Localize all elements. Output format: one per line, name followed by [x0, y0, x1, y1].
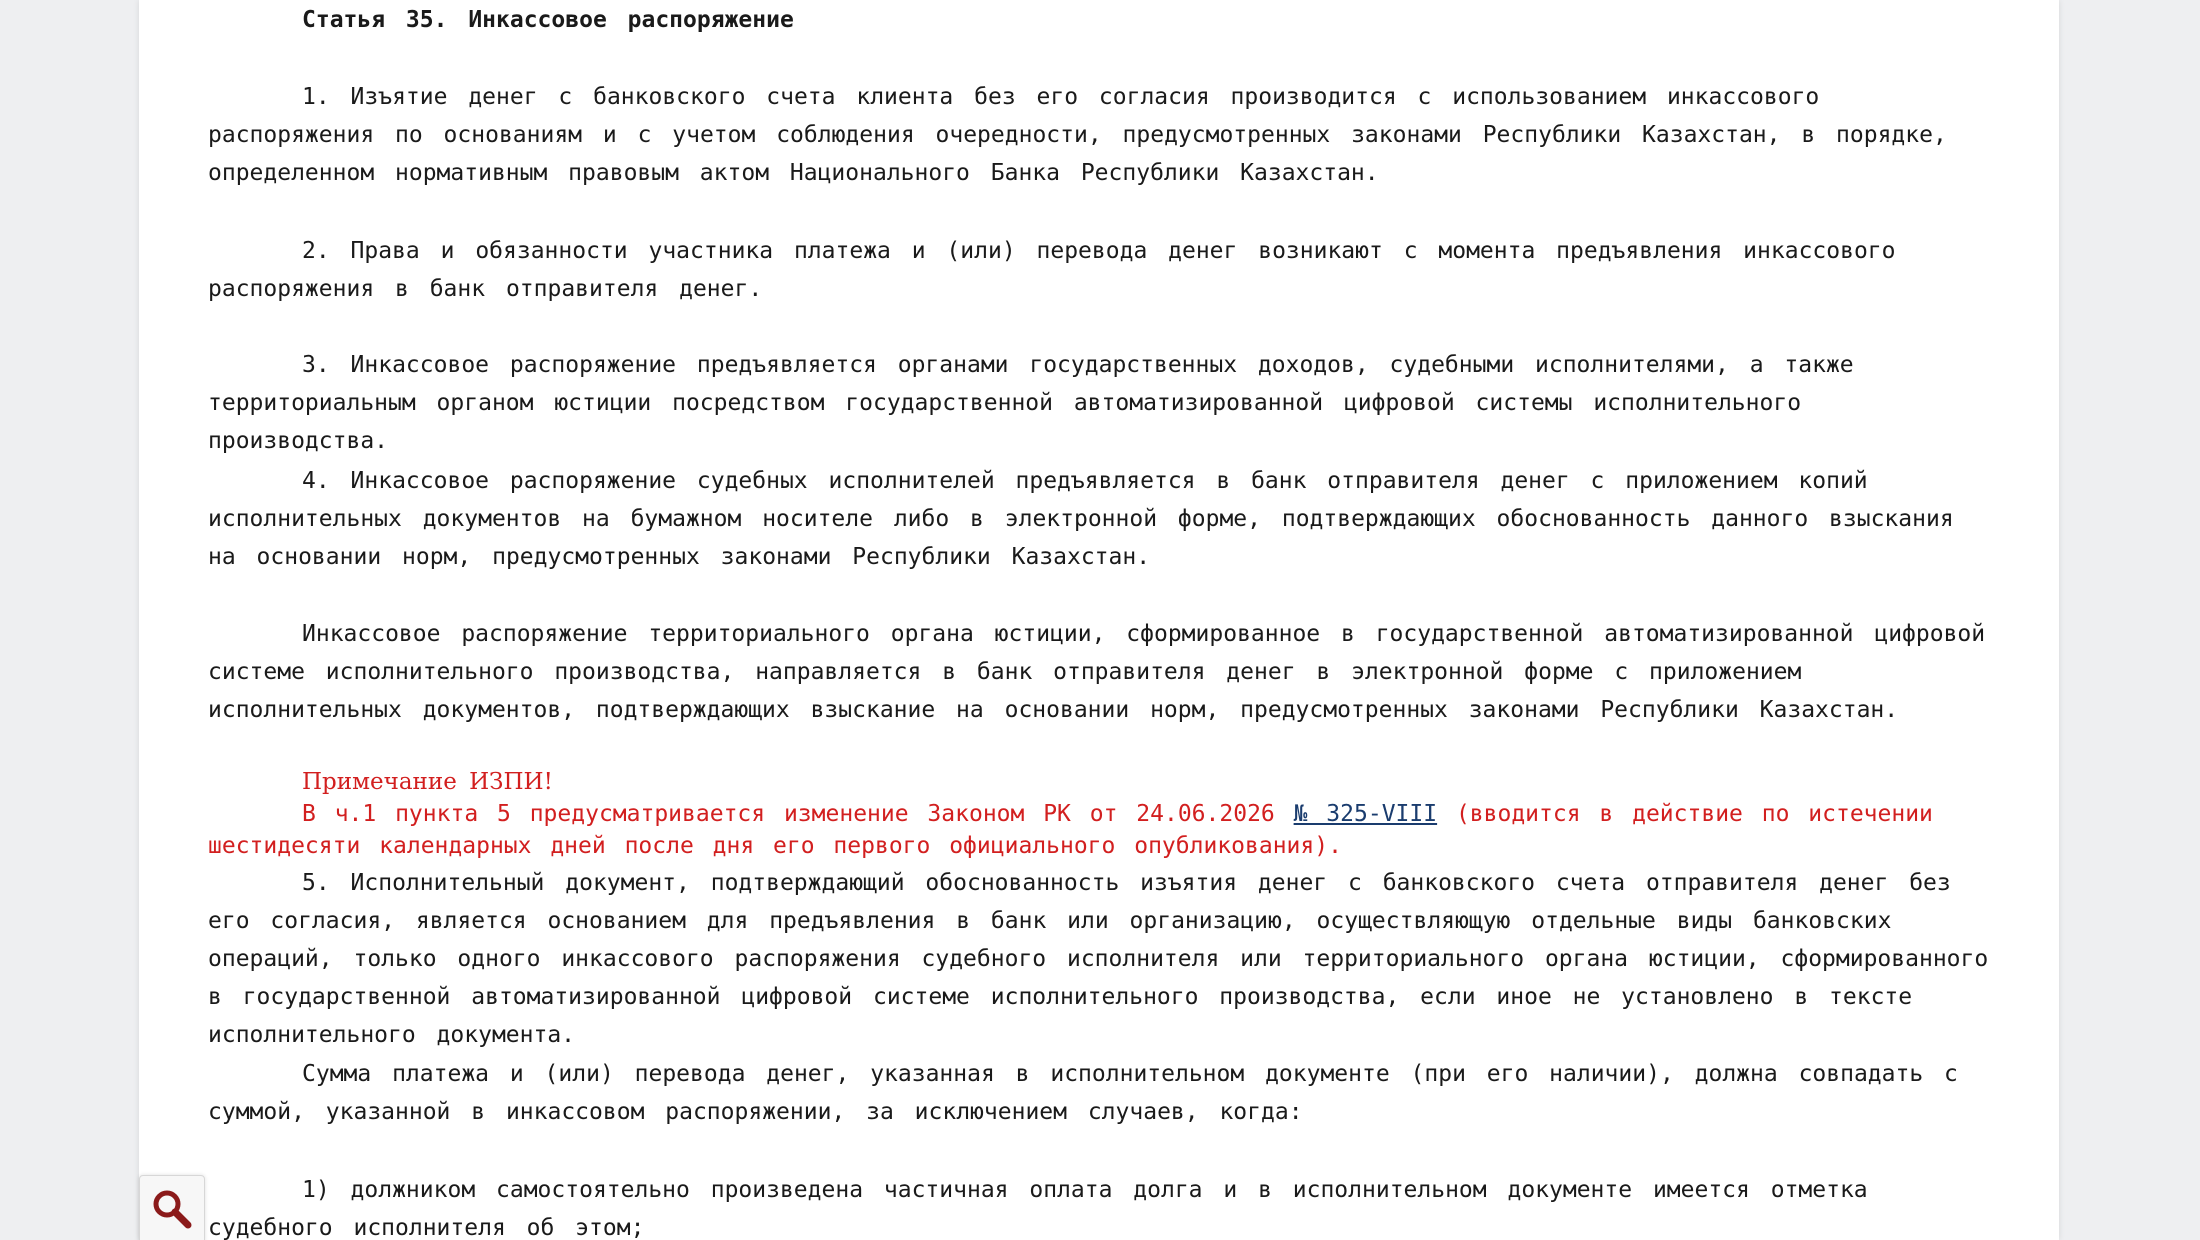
- editor-note: [208, 766, 1998, 862]
- paragraph-5-item-1: 1) должником самостоятельно произведена частичная оплата долга и в исполнительном документе имеется отметка судебного исполнителя об этом;: [208, 1177, 1868, 1240]
- paragraph-1: 1. Изъятие денег с банковского счета клиента без его согласия производится с использованием инкассового распоряжения по основаниям и с учетом соблюдения очередности, предусмотренных законами Республики Казахстан, в порядке, определенном нормативным правовым актом Национального Банка Республики Казахстан.: [208, 84, 1947, 186]
- paragraph-4-continuation: Инкассовое распоряжение территориального органа юстиции, сформированное в государственной автоматизированной цифровой системе исполнительного производства, направляется в банк отправителя денег в электронной форме с приложением исполнительных документов, подтверждающих взыскание на основании норм, предусмотренных законами Республики Казахстан.: [208, 621, 1986, 723]
- paragraph-2: 2. Права и обязанности участника платежа и (или) перевода денег возникают с момента предъявления инкассового распоряжения в банк отправителя денег.: [208, 238, 1896, 302]
- paragraph-5: 5. Исполнительный документ, подтверждающий обоснованность изъятия денег с банковского счета отправителя денег без его согласия, является основанием для предъявления в банк или организацию, осуществляющую отдельные виды банковских операций, только одного инкассового распоряжения судебного исполнителя или территориального органа юстиции, сформированного в государственной автоматизированной цифровой системе исполнительного производства, если иное не установлено в тексте исполнительного документа.: [208, 870, 1989, 1048]
- editor-note-text-start: В ч.1 пункта 5 предусматривается изменение Законом РК от 24.06.2026: [302, 801, 1294, 827]
- article-title: Статья 35. Инкассовое распоряжение: [302, 7, 794, 33]
- paragraph-3: 3. Инкассовое распоряжение предъявляется органами государственных доходов, судебными исполнителями, а также территориальным органом юстиции посредством государственной автоматизированной цифровой системы исполнительного производства.: [208, 352, 1854, 454]
- paragraph-5-continuation: Сумма платежа и (или) перевода денег, указанная в исполнительном документе (при его наличии), должна совпадать с суммой, указанной в инкассовом распоряжении, за исключением случаев, когда:: [208, 1061, 1958, 1125]
- search-button[interactable]: [139, 1175, 205, 1240]
- law-link[interactable]: № 325-VIII: [1293, 801, 1438, 827]
- editor-note-text: [208, 798, 1998, 862]
- magnifier-icon: [151, 1188, 193, 1230]
- editor-note-heading: Примечание ИЗПИ!: [302, 769, 553, 795]
- editor-note-text-end: (вводится в действие по истечении шестидесяти календарных дней после дня его первого официального опубликования).: [208, 801, 1933, 859]
- paragraph-4: 4. Инкассовое распоряжение судебных исполнителей предъявляется в банк отправителя денег с приложением копий исполнительных документов на бумажном носителе либо в электронной форме, подтверждающих обоснованность данного взыскания на основании норм, предусмотренных законами Республики Казахстан.: [208, 468, 1954, 570]
